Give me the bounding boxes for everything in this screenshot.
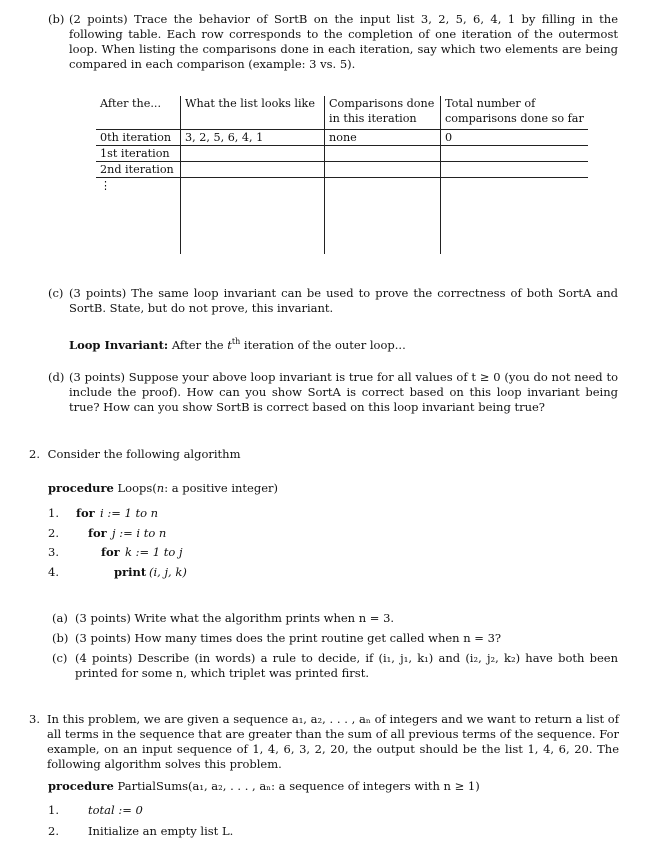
- loop-invariant-label: Loop Invariant:: [69, 337, 169, 352]
- subpart-label: (b): [52, 631, 69, 645]
- q3-procedure-header: [48, 779, 480, 794]
- algo-text: Initialize an empty list L.: [88, 824, 234, 838]
- q2-subpart-c: [52, 651, 618, 681]
- q2-proc-name: Loops(: [117, 481, 157, 495]
- q3-proc-name: PartialSums(a₁, a₂, . . . , aₙ: [117, 779, 272, 793]
- table-cell: [181, 146, 325, 162]
- table-cell: [325, 178, 441, 255]
- part-c-label: (c): [48, 286, 64, 300]
- table-header-cell: What the list looks like: [181, 96, 325, 130]
- part-d-label: (d): [48, 370, 65, 384]
- table-cell: 3, 2, 5, 6, 4, 1: [181, 130, 325, 146]
- q3-proc-rest: : a sequence of integers with n ≥ 1): [271, 779, 480, 793]
- table-row: [96, 162, 588, 178]
- loop-invariant-sup: th: [231, 337, 241, 346]
- q2-proc-rest: : a positive integer): [164, 481, 279, 495]
- trace-table: [96, 96, 588, 254]
- expression: (i, j, k): [149, 565, 187, 579]
- question-2: [29, 447, 619, 462]
- q3-text: In this problem, we are given a sequence a₁, a₂, . . . , aₙ of integers and we want to return a list of all terms in the sequence that are greater than the sum of all previous terms of the sequence. For example, on an input sequence of 1, 4, 6, 3, 2, 20, the output should be the list 1, 4, 6, 20. The following algorithm solves this problem.: [47, 712, 619, 771]
- line-number: 4.: [48, 565, 59, 579]
- part-d-text: (3 points) Suppose your above loop invariant is true for all values of t ≥ 0 (you do not need to include the proof). How can you show SortA is correct based on this loop invariant being true? How can you show SortB is correct based on this loop invariant being true?: [69, 370, 618, 414]
- part-d: [48, 370, 618, 415]
- part-b-text: (2 points) Trace the behavior of SortB on the input list 3, 2, 5, 6, 4, 1 by filling in the following table. Each row corresponds to the completion of one iteration of the outermost loop. When listing the comparisons done in each iteration, say which two elements are being compared in each comparison (example: 3 vs. 5).: [69, 12, 618, 71]
- table-cell: [325, 162, 441, 178]
- table-cell: ⋮: [96, 178, 181, 255]
- loop-invariant-post: iteration of the outer loop...: [240, 337, 406, 352]
- algo-text: total := 0: [88, 803, 143, 817]
- loop-invariant-var: t: [227, 337, 232, 352]
- q2-subpart-b: [52, 631, 618, 646]
- table-header-row: [96, 96, 588, 130]
- keyword: for: [88, 526, 107, 540]
- expression: i := 1 to n: [100, 506, 159, 520]
- table-row: [96, 178, 588, 255]
- part-c-text: (3 points) The same loop invariant can be used to prove the correctness of both SortA and SortB. State, but do not prove, this invariant.: [69, 286, 618, 315]
- line-number: 2.: [48, 526, 59, 540]
- keyword: print: [114, 565, 147, 579]
- q2-number: 2.: [29, 447, 40, 461]
- table-cell: 1st iteration: [96, 146, 181, 162]
- subpart-text: (3 points) How many times does the print routine get called when n = 3?: [75, 631, 502, 645]
- part-b: [48, 12, 618, 72]
- subpart-label: (c): [52, 651, 68, 665]
- q2-proc-param: n: [156, 481, 165, 495]
- q3-proc-keyword: procedure: [48, 779, 114, 793]
- table-header-cell: After the...: [96, 96, 181, 130]
- table-cell: [181, 162, 325, 178]
- part-b-label: (b): [48, 12, 65, 26]
- expression: k := 1 to j: [125, 545, 183, 559]
- table-cell: [325, 146, 441, 162]
- line-number: 3.: [48, 545, 59, 559]
- table-row: [96, 146, 588, 162]
- table-cell: none: [325, 130, 441, 146]
- q2-proc-keyword: procedure: [48, 481, 114, 495]
- keyword: for: [76, 506, 95, 520]
- line-number: 2.: [48, 824, 59, 838]
- q3-number: 3.: [29, 712, 40, 726]
- table-cell: 0th iteration: [96, 130, 181, 146]
- table-cell: [441, 178, 589, 255]
- line-number: 1.: [48, 803, 59, 817]
- table-row: [96, 130, 588, 146]
- table-header-cell: Comparisons done in this iteration: [325, 96, 441, 130]
- table-cell: 0: [441, 130, 589, 146]
- table-cell: [181, 178, 325, 255]
- q2-subpart-a: [52, 611, 618, 626]
- table-cell: [441, 162, 589, 178]
- table-cell: [441, 146, 589, 162]
- expression: j := i to n: [112, 526, 167, 540]
- line-number: 1.: [48, 506, 59, 520]
- q2-procedure-header: [48, 481, 278, 496]
- subpart-text: (4 points) Describe (in words) a rule to decide, if (i₁, j₁, k₁) and (i₂, j₂, k₂) have both been printed for some n, which triplet was printed first.: [75, 651, 618, 680]
- subpart-label: (a): [52, 611, 68, 625]
- table-cell: 2nd iteration: [96, 162, 181, 178]
- table-header-cell: Total number of comparisons done so far: [441, 96, 589, 130]
- question-3: [29, 712, 619, 772]
- loop-invariant: [69, 334, 619, 353]
- loop-invariant-pre: After the: [171, 337, 228, 352]
- keyword: for: [101, 545, 120, 559]
- part-c: [48, 286, 618, 316]
- subpart-text: (3 points) Write what the algorithm prints when n = 3.: [75, 611, 395, 625]
- q2-intro: Consider the following algorithm: [47, 447, 241, 461]
